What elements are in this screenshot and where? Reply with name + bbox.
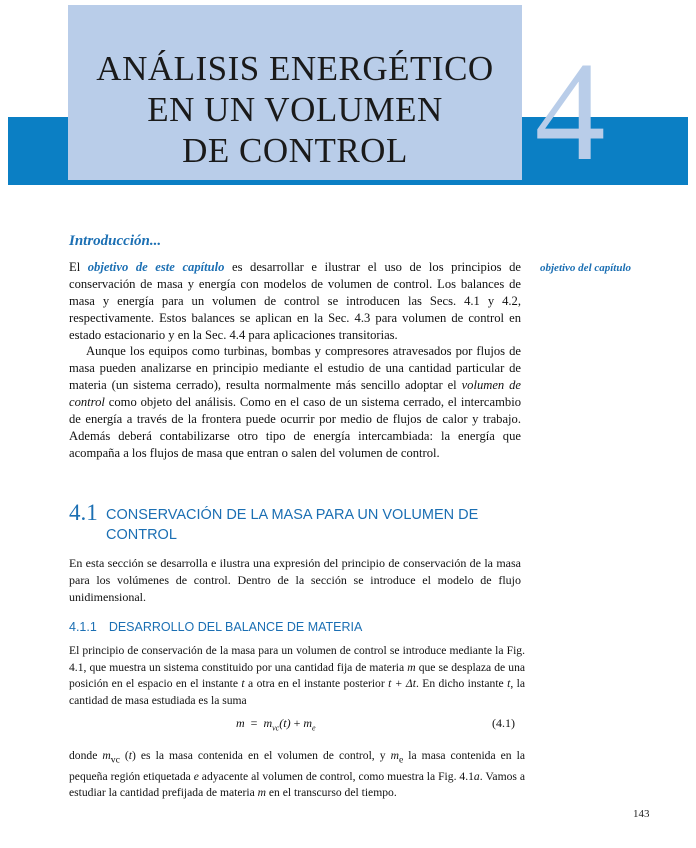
text-run: ) es la masa contenida en el volumen de control, y — [132, 749, 391, 762]
page-number: 143 — [633, 808, 650, 820]
text-run: , la cantidad de masa estudiada es la suma — [69, 677, 525, 707]
figure-ref: a — [473, 769, 480, 783]
math-var: e — [193, 769, 199, 783]
text-run: es desarrollar e ilustrar el uso de los principios de conservación de masa y energía con modelos de volumen de control. Los balances de masa y energía para un volumen de control se introducen las Secs. 4.1 y 4.2, respectivamente. Estos balances se aplican en la Sec. 4.3 para volumen de control en estado estacionario y en la Sec. 4.4 para aplicaciones transitorias. — [69, 260, 521, 342]
eq-term: m — [303, 716, 313, 730]
subsection-title: DESARROLLO DEL BALANCE DE MATERIA — [108, 620, 363, 634]
italic-term: volumen de control — [69, 378, 521, 409]
math-subscript: e — [398, 754, 404, 766]
after-equation-paragraph — [69, 748, 525, 802]
math-var: t + Δt — [388, 677, 416, 690]
text-run: ( — [119, 749, 129, 762]
math-var: t — [507, 677, 511, 690]
section-number: 4.1 — [69, 500, 98, 525]
text-run: que se desplaza de una posición en el espacio en el instante — [69, 660, 526, 690]
eq-subscript: vc — [272, 723, 280, 733]
subsection-number: 4.1.1 — [69, 620, 97, 634]
subsection-heading — [69, 620, 362, 634]
text-run: Aunque los equipos como turbinas, bombas y compresores atravesados por flujos de masa pueden analizarse en principio mediante el estudio de una cantidad particular de materia (un sistema cerrado), resulta normalmente más sencillo adoptar el — [69, 344, 521, 392]
eq-lhs: m — [236, 716, 245, 730]
math-var: t — [241, 677, 245, 690]
math-var: m — [102, 749, 111, 762]
equation-number: (4.1) — [492, 716, 515, 730]
text-run: El principio de conservación de la masa para un volumen de control se introduce mediante la Fig. 4.1, que muestra un sistema constituido por una cantidad fija de materia — [69, 644, 525, 674]
intro-heading: Introducción... — [69, 233, 162, 249]
text-run: a otra en el instante posterior — [244, 677, 389, 690]
math-subscript: vc — [110, 754, 120, 766]
math-var: m — [407, 660, 416, 674]
margin-note: objetivo del capítulo — [540, 262, 632, 274]
intro-paragraph-2 — [69, 343, 521, 462]
equation-4-1 — [236, 716, 316, 732]
text-run: . En dicho instante — [415, 677, 508, 690]
text-run: la masa contenida en la pequeña región etiquetada — [69, 749, 525, 783]
math-var: t — [128, 749, 133, 762]
eq-plus: + — [293, 716, 301, 730]
text-run: en el transcurso del tiempo. — [266, 786, 397, 800]
eq-equals: = — [250, 716, 258, 730]
math-var: m — [390, 749, 399, 762]
section-title: CONSERVACIÓN DE LA MASA PARA UN VOLUMEN DE CONTROL — [106, 507, 479, 543]
text-run: adyacente al volumen de control, como muestra la Fig. 4.1 — [198, 769, 474, 783]
chapter-number: 4 — [534, 32, 606, 190]
text-run: El — [69, 260, 88, 274]
key-term: objetivo de este capítulo — [87, 260, 225, 274]
chapter-title-line: ANÁLISIS ENERGÉTICO — [96, 49, 494, 88]
text-run: donde — [69, 749, 103, 762]
intro-paragraph-1 — [69, 259, 521, 344]
chapter-title — [68, 48, 522, 171]
eq-term: m — [263, 716, 273, 730]
chapter-title-line: EN UN VOLUMEN — [147, 90, 443, 129]
eq-arg: (t) — [279, 716, 291, 730]
eq-subscript: e — [312, 723, 316, 733]
text-run: . Vamos a estudiar la cantidad prefijada de materia — [69, 769, 525, 800]
subsection-paragraph — [69, 643, 525, 709]
section-intro-paragraph: En esta sección se desarrolla e ilustra una expresión del principio de conservación de la masa para los volúmenes de control. Dentro de la sección se introduce el modelo de flujo unidimensional. — [69, 556, 521, 604]
math-var: m — [257, 786, 266, 800]
text-run: como objeto del análisis. Como en el caso de un sistema cerrado, el intercambio de energía a través de la frontera puede ocurrir por medio de flujos de calor y trabajo. Además deberá contabilizarse otro tipo de energía intercambiada: la energía que acompaña a los flujos de masa que entran o salen del volumen de control. — [69, 395, 521, 460]
chapter-title-line: DE CONTROL — [182, 131, 408, 170]
